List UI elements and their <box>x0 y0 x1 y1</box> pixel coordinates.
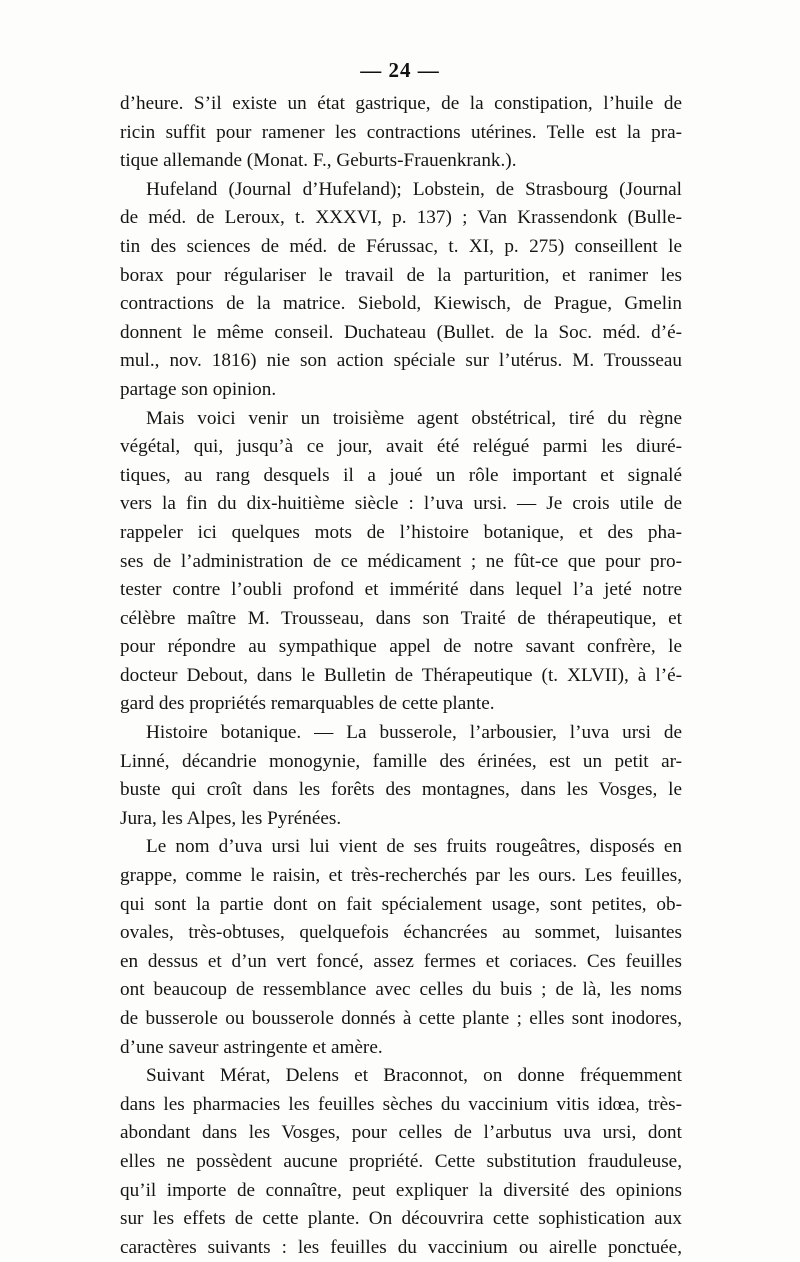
text-line: mul., nov. 1816) nie son action spéciale sur l’utérus. M. Trousseau <box>120 350 682 372</box>
text-line: partage son opinion. <box>120 378 277 400</box>
text-line: tester contre l’oubli profond et immérité dans lequel l’a jeté notre <box>120 579 682 601</box>
text-line: Le nom d’uva ursi lui vient de ses fruits rougeâtres, disposés en <box>146 836 682 858</box>
text-line: Histoire botanique. — La busserole, l’arbousier, l’uva ursi de <box>146 722 682 744</box>
text-line: grappe, comme le raisin, et très-recherchés par les ours. Les feuilles, <box>120 865 682 887</box>
text-line: végétal, qui, jusqu’à ce jour, avait été relégué parmi les diuré- <box>120 436 682 458</box>
text-line: gard des propriétés remarquables de cette plante. <box>120 693 495 715</box>
text-line: Mais voici venir un troisième agent obstétrical, tiré du règne <box>146 407 682 429</box>
text-line: dans les pharmacies les feuilles sèches du vaccinium vitis idœa, très- <box>120 1093 682 1115</box>
text-line: qu’il importe de connaître, peut expliquer la diversité des opinions <box>120 1179 682 1201</box>
text-line: ses de l’administration de ce médicament ; ne fût-ce que pour pro- <box>120 550 682 572</box>
text-line: vers la fin du dix-huitième siècle : l’uva ursi. — Je crois utile de <box>120 493 682 515</box>
text-line: contractions de la matrice. Siebold, Kiewisch, de Prague, Gmelin <box>120 293 682 315</box>
page-number: — 24 — <box>360 58 440 82</box>
text-line: tique allemande (Monat. F., Geburts-Frauenkrank.). <box>120 150 517 172</box>
text-line: caractères suivants : les feuilles du vaccinium ou airelle ponctuée, <box>120 1236 682 1258</box>
text-line: Linné, décandrie monogynie, famille des érinées, est un petit ar- <box>120 750 682 772</box>
text-line: ont beaucoup de ressemblance avec celles du buis ; de là, les noms <box>120 979 682 1001</box>
text-line: de méd. de Leroux, t. XXXVI, p. 137) ; Van Krassendonk (Bulle- <box>120 207 682 229</box>
body-text <box>120 90 682 1262</box>
text-line: célèbre maître M. Trousseau, dans son Traité de thérapeutique, et <box>120 607 682 629</box>
text-line: abondant dans les Vosges, pour celles de l’arbutus uva ursi, dont <box>120 1122 682 1144</box>
text-line: donnent le même conseil. Duchateau (Bullet. de la Soc. méd. d’é- <box>120 321 682 343</box>
text-line: ricin suffit pour ramener les contractions utérines. Telle est la pra- <box>120 121 682 143</box>
text-line: docteur Debout, dans le Bulletin de Thérapeutique (t. XLVII), à l’é- <box>120 664 682 686</box>
text-line: buste qui croît dans les forêts des montagnes, dans les Vosges, le <box>120 779 682 801</box>
text-line: d’heure. S’il existe un état gastrique, de la constipation, l’huile de <box>120 93 682 114</box>
text-line: pour répondre au sympathique appel de notre savant confrère, le <box>120 636 682 658</box>
text-line: elles ne possèdent aucune propriété. Cette substitution frauduleuse, <box>120 1150 682 1172</box>
text-line: tiques, au rang desquels il a joué un rôle important et signalé <box>120 464 682 486</box>
text-line: Jura, les Alpes, les Pyrénées. <box>120 807 342 829</box>
text-line: Hufeland (Journal d’Hufeland); Lobstein, de Strasbourg (Journal <box>146 178 682 200</box>
text-line: rappeler ici quelques mots de l’histoire botanique, et des pha- <box>120 521 682 543</box>
text-line: ovales, très-obtuses, quelquefois échancrées au sommet, luisantes <box>120 922 682 944</box>
text-line: qui sont la partie dont on fait spécialement usage, sont petites, ob- <box>120 893 682 915</box>
text-line: borax pour régulariser le travail de la parturition, et ranimer les <box>120 264 682 286</box>
text-line: sur les effets de cette plante. On découvrira cette sophistication aux <box>120 1208 682 1230</box>
text-line: d’une saveur astringente et amère. <box>120 1036 383 1058</box>
text-line: de busserole ou bousserole donnés à cette plante ; elles sont inodores, <box>120 1008 682 1029</box>
text-line: tin des sciences de méd. de Férussac, t. XI, p. 275) conseillent le <box>120 235 682 257</box>
text-line: Suivant Mérat, Delens et Braconnot, on donne fréquemment <box>146 1065 682 1087</box>
text-line: en dessus et d’un vert foncé, assez fermes et coriaces. Ces feuilles <box>120 950 682 972</box>
